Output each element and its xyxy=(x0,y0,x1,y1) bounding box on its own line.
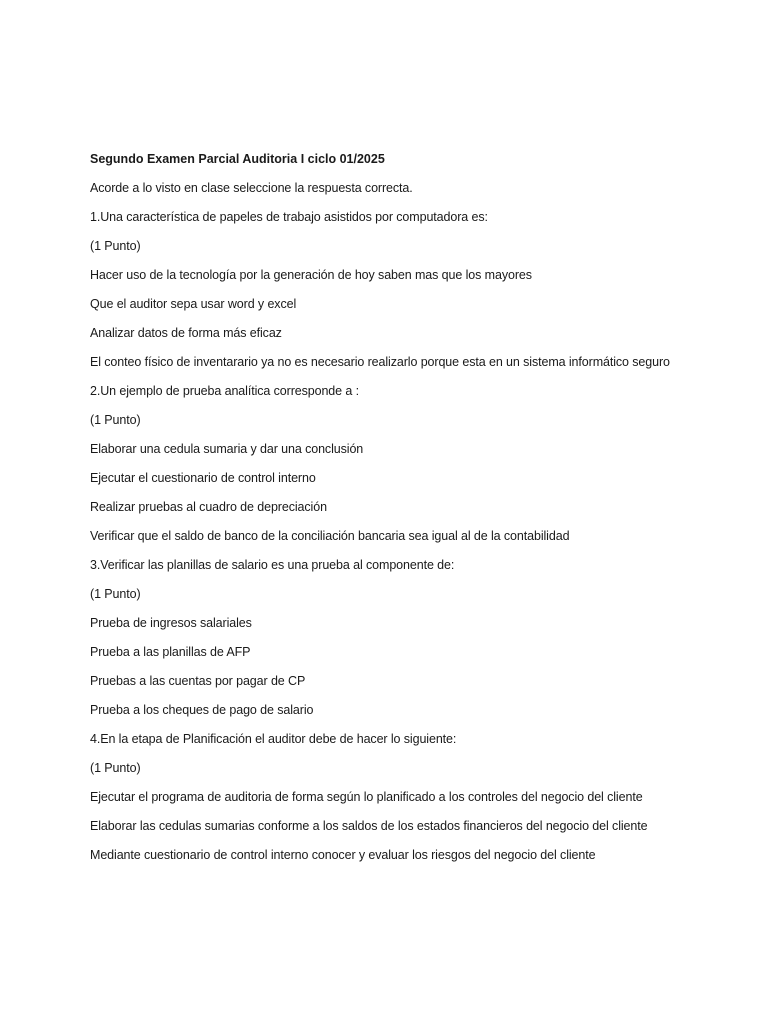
question-2-option-4: Verificar que el saldo de banco de la conciliación bancaria sea igual al de la contabilidad xyxy=(90,529,570,543)
question-4-option-2: Elaborar las cedulas sumarias conforme a los saldos de los estados financieros del negocio del cliente xyxy=(90,819,648,833)
question-4-option-1: Ejecutar el programa de auditoria de forma según lo planificado a los controles del negocio del cliente xyxy=(90,790,643,804)
question-3-option-4: Prueba a los cheques de pago de salario xyxy=(90,703,314,717)
question-1-option-1: Hacer uso de la tecnología por la generación de hoy saben mas que los mayores xyxy=(90,268,532,282)
question-1-prompt: 1.Una característica de papeles de trabajo asistidos por computadora es: xyxy=(90,210,488,224)
question-2-points: (1 Punto) xyxy=(90,413,141,427)
exam-title: Segundo Examen Parcial Auditoria I ciclo 01/2025 xyxy=(90,152,385,166)
question-3-option-2: Prueba a las planillas de AFP xyxy=(90,645,251,659)
question-1-points: (1 Punto) xyxy=(90,239,141,253)
question-4-points: (1 Punto) xyxy=(90,761,141,775)
exam-instructions: Acorde a lo visto en clase seleccione la respuesta correcta. xyxy=(90,181,413,195)
question-2-option-2: Ejecutar el cuestionario de control interno xyxy=(90,471,316,485)
question-4-prompt: 4.En la etapa de Planificación el auditor debe de hacer lo siguiente: xyxy=(90,732,457,746)
question-1-option-4: El conteo físico de inventarario ya no es necesario realizarlo porque esta en un sistema informático seguro xyxy=(90,355,670,369)
question-3-prompt: 3.Verificar las planillas de salario es una prueba al componente de: xyxy=(90,558,455,572)
question-4-option-3: Mediante cuestionario de control interno conocer y evaluar los riesgos del negocio del cliente xyxy=(90,848,596,862)
question-1-option-3: Analizar datos de forma más eficaz xyxy=(90,326,282,340)
question-3-points: (1 Punto) xyxy=(90,587,141,601)
question-3-option-3: Pruebas a las cuentas por pagar de CP xyxy=(90,674,306,688)
question-1-option-2: Que el auditor sepa usar word y excel xyxy=(90,297,297,311)
question-3-option-1: Prueba de ingresos salariales xyxy=(90,616,252,630)
document-body xyxy=(90,150,690,875)
question-2-option-1: Elaborar una cedula sumaria y dar una conclusión xyxy=(90,442,364,456)
question-2-prompt: 2.Un ejemplo de prueba analítica corresponde a : xyxy=(90,384,359,398)
question-2-option-3: Realizar pruebas al cuadro de depreciación xyxy=(90,500,327,514)
